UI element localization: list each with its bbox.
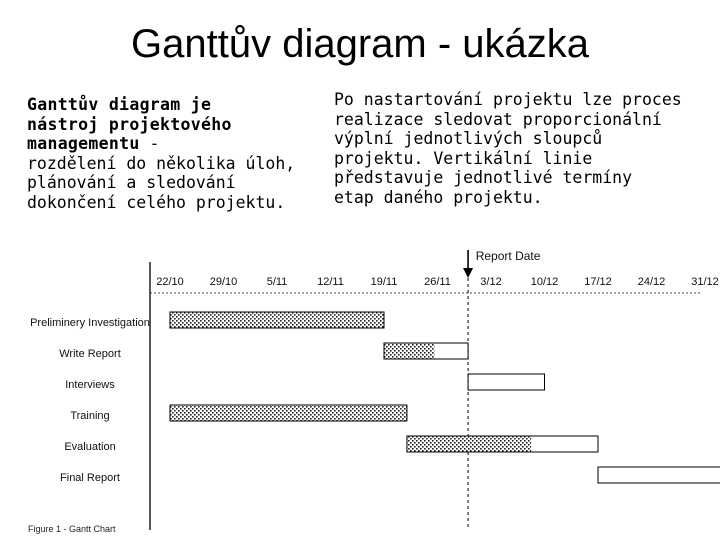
term-line-2: nástroj projektového <box>27 114 232 134</box>
date-label: 3/12 <box>480 276 502 288</box>
task-bar-done <box>170 312 384 328</box>
task-label: Preliminery Investigation <box>30 317 150 329</box>
gantt-chart-svg <box>0 240 720 540</box>
date-label: 5/11 <box>266 276 288 288</box>
desc-line-2: plánování a sledování <box>27 173 236 192</box>
desc-line-1: rozdělení do několika úloh, <box>27 153 296 173</box>
slide-title: Ganttův diagram - ukázka <box>131 22 589 66</box>
term-line-3: managementu - <box>27 134 160 153</box>
date-label: 22/10 <box>156 276 184 288</box>
right-line-3: výplní jednotlivých sloupců <box>334 129 603 148</box>
gantt-chart <box>0 240 720 540</box>
desc-line-3: dokončení celého projektu. <box>27 192 286 212</box>
right-line-5: představuje jednotlivé termíny <box>334 168 633 187</box>
report-date-label: Report Date <box>475 249 541 263</box>
report-date-arrowhead <box>463 268 473 278</box>
task-label: Training <box>70 410 110 422</box>
right-line-4: projektu. Vertikální linie <box>334 148 593 168</box>
date-label: 31/12 <box>691 276 719 288</box>
term-line-1: Ganttův diagram je <box>27 95 212 114</box>
date-label: 26/11 <box>424 276 451 288</box>
date-label: 29/10 <box>209 276 238 288</box>
task-label: Evaluation <box>64 441 116 453</box>
date-label: 12/11 <box>317 276 344 288</box>
right-line-6: etap daného projektu. <box>334 187 543 207</box>
task-label: Write Report <box>59 348 121 360</box>
task-label: Interviews <box>65 379 115 391</box>
right-line-2: realizace sledovat proporcionální <box>334 109 662 129</box>
date-label: 19/11 <box>370 276 398 288</box>
right-line-1: Po nastartování projektu lze proces <box>334 90 682 109</box>
task-bar-done <box>170 405 407 421</box>
task-bar-done <box>384 343 434 359</box>
task-bar-outline <box>598 467 720 483</box>
date-label: 10/12 <box>530 276 559 288</box>
right-description <box>334 90 714 207</box>
figure-caption: Figure 1 - Gantt Chart <box>28 524 116 534</box>
date-label: 17/12 <box>584 276 612 288</box>
date-label: 24/12 <box>637 276 666 288</box>
left-description <box>27 95 317 212</box>
task-bar-outline <box>468 374 544 390</box>
task-bar-done <box>407 436 531 452</box>
task-label: Final Report <box>60 472 120 484</box>
